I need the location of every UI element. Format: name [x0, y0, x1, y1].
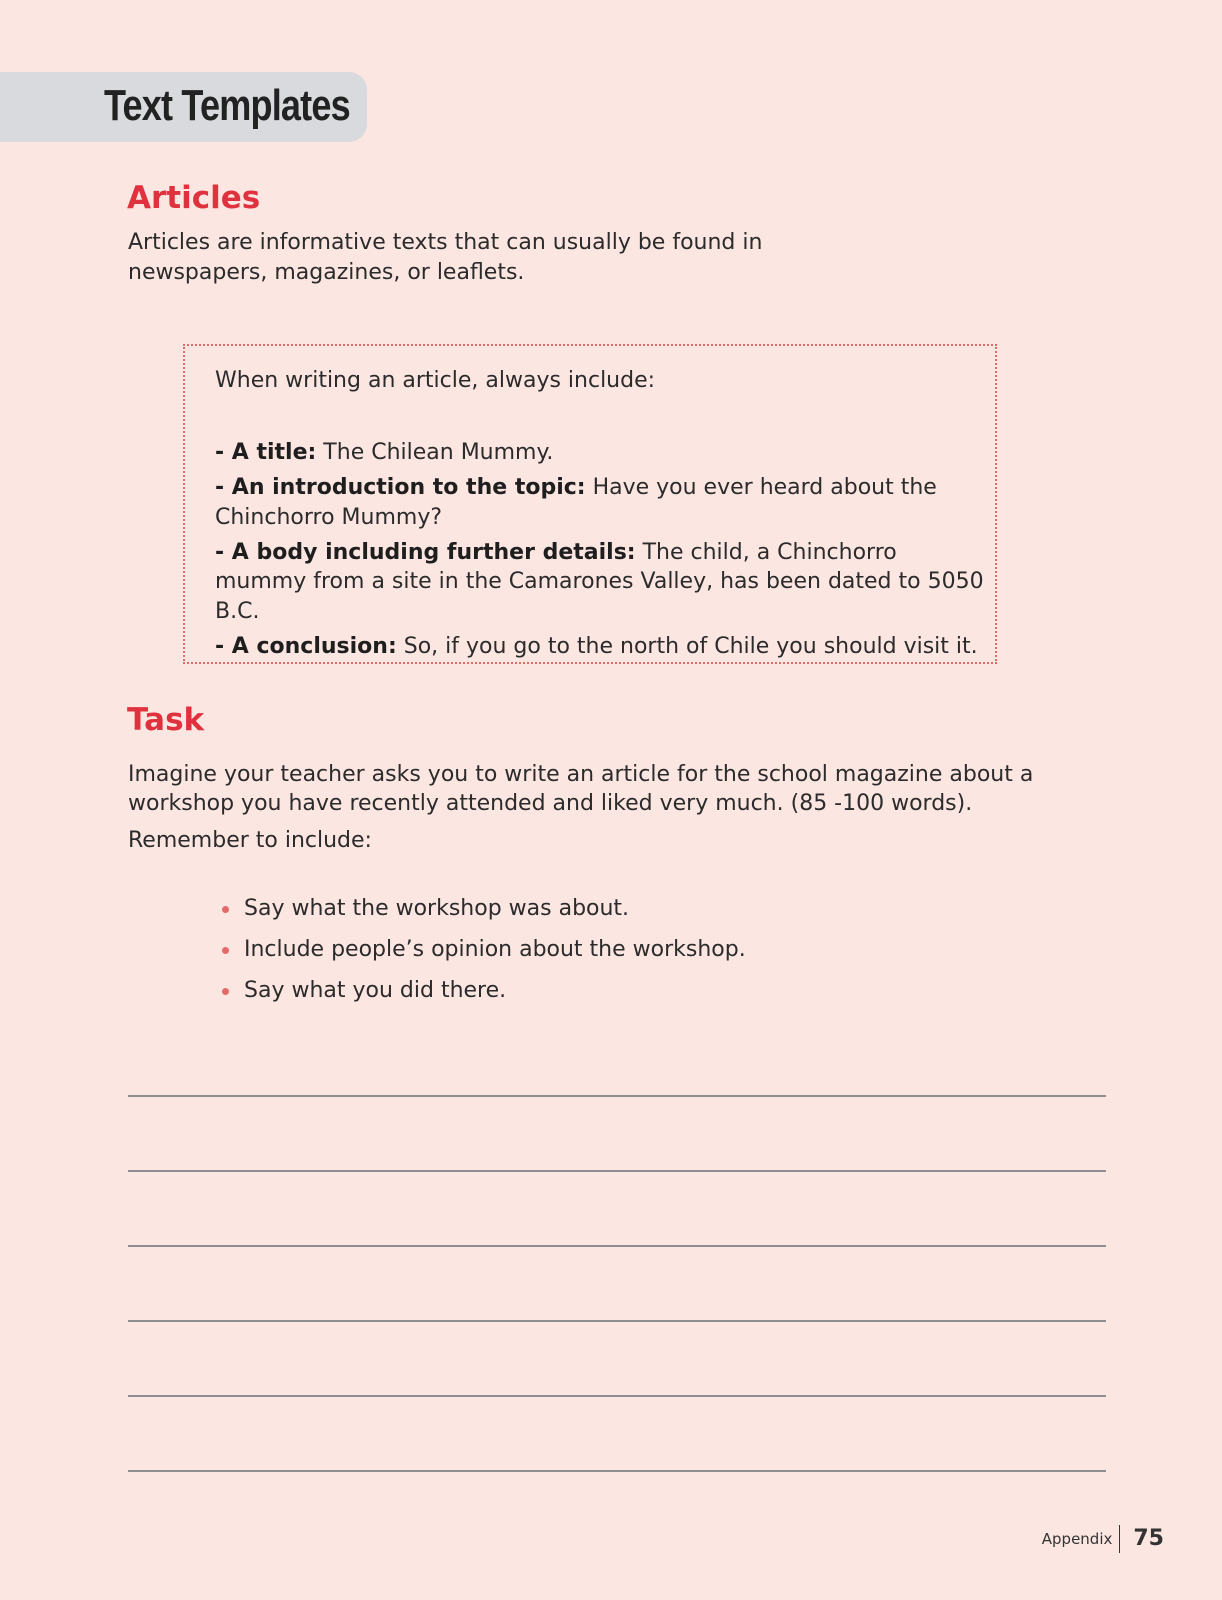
bullet-text: Say what you did there. [244, 978, 507, 1003]
page-number: 75 [1133, 1526, 1164, 1551]
writing-line[interactable] [128, 1245, 1106, 1320]
tip-item-title [215, 438, 985, 468]
bullet-dot-icon [222, 988, 229, 995]
task-remember: Remember to include: [128, 828, 372, 853]
tip-label: - An introduction to the topic: [215, 475, 586, 500]
list-item [222, 894, 746, 935]
task-heading: Task [127, 702, 205, 738]
footer-section-label: Appendix [1042, 1525, 1121, 1553]
list-item [222, 976, 746, 1017]
list-item [222, 935, 746, 976]
articles-intro [128, 228, 828, 288]
tip-item-introduction [215, 473, 985, 532]
task-instructions: Imagine your teacher asks you to write an article for the school magazine about a workshop you have recently attended and liked very much. (85 -100 words). [128, 762, 1034, 816]
bullet-dot-icon [222, 947, 229, 954]
bullet-text: Include people’s opinion about the workshop. [244, 937, 746, 962]
tip-text: So, if you go to the north of Chile you should visit it. [396, 633, 978, 659]
tip-item-body [215, 538, 985, 627]
articles-intro-line1: Articles are informative texts that can usually be found in [128, 230, 763, 255]
bullet-dot-icon [222, 906, 229, 913]
tip-text: The Chilean Mummy. [316, 440, 554, 465]
tip-label: - A conclusion: [215, 633, 397, 659]
articles-intro-line2: newspapers, magazines, or leaflets. [128, 260, 525, 285]
writing-line[interactable] [128, 1320, 1106, 1395]
tip-list [215, 438, 985, 667]
page-footer [1042, 1524, 1164, 1554]
tip-text: Have you ever heard about the Chinchorro Mummy? [215, 475, 937, 530]
tip-label: - A title: [215, 440, 317, 465]
writing-line[interactable] [128, 1470, 1106, 1545]
writing-area[interactable] [128, 1095, 1106, 1545]
tip-text: The child, a Chinchorro mummy from a site in the Camarones Valley, has been dated to 5050 B.C. [215, 539, 984, 624]
tip-box-lead: When writing an article, always include: [215, 368, 656, 393]
tip-label: - A body including further details: [215, 539, 636, 565]
tip-item-conclusion [215, 632, 985, 662]
task-bullet-list [222, 894, 746, 1017]
writing-line[interactable] [128, 1095, 1106, 1170]
articles-heading: Articles [127, 180, 261, 216]
bullet-text: Say what the workshop was about. [244, 896, 630, 921]
page-title: Text Templates [104, 81, 350, 130]
article-tips-box [183, 344, 997, 664]
writing-line[interactable] [128, 1395, 1106, 1470]
writing-line[interactable] [128, 1170, 1106, 1245]
